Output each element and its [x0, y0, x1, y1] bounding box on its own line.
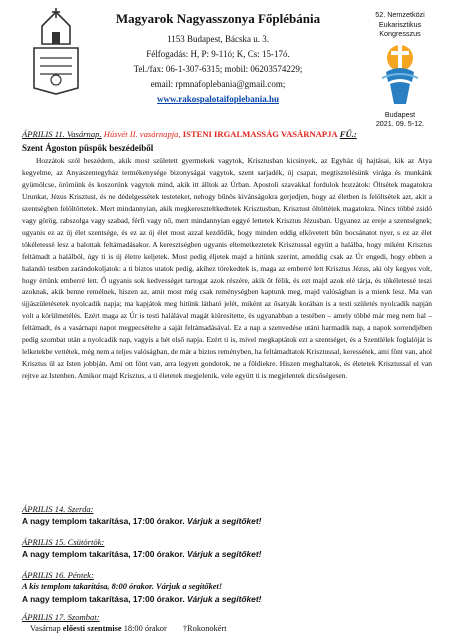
mercy-sunday: ISTENI IRGALMASSÁG VASÁRNAPJA: [182, 129, 338, 139]
website-link[interactable]: www.rakospalotaifoplebania.hu: [156, 94, 280, 104]
sunday-name: Húsvét II. vasárnapja,: [103, 129, 181, 139]
saturday-mass: Vasárnap előesti szentmise 18:00 órakor †Rokonokért: [30, 624, 227, 633]
day-heading-wednesday: ÁPRILIS 14. Szerda:: [22, 504, 94, 514]
parish-header: [92, 10, 344, 107]
congress-dates: 2021. 09. 5-12.: [375, 119, 425, 128]
phone-numbers: Tel./fax: 06-1-307-6315; mobil: 06203574229;: [133, 64, 303, 74]
event-thursday: A nagy templom takarítása, 17:00 órakor. Várjuk a segítőket!: [22, 549, 262, 559]
sunday-date: ÁPRILIS 11. Vasárnap.: [22, 129, 102, 139]
sunday-heading: [22, 129, 357, 139]
congress-line-1: 52. Nemzetközi: [375, 10, 425, 19]
parish-address: 1153 Budapest, Bácska u. 3.: [167, 34, 269, 44]
congress-emblem-icon: [372, 42, 428, 108]
parish-logo-icon: [30, 8, 82, 96]
event-friday-small-church: A kis templom takarítása, 8:00 órakor. Várjuk a segítőket!: [22, 582, 223, 591]
office-hours: Félfogadás: H, P: 9-11ó; K, Cs: 15-17ó.: [146, 49, 290, 59]
event-wednesday: A nagy templom takarítása, 17:00 órakor. Várjuk a segítőket!: [22, 516, 262, 526]
congress-box: [354, 10, 446, 129]
day-heading-thursday: ÁPRILIS 15. Csütörtök:: [22, 537, 105, 547]
day-heading-saturday: ÁPRILIS 17. Szombat:: [22, 612, 100, 622]
parish-title: Magyarok Nagyasszonya Főplébánia: [115, 11, 321, 26]
event-friday-large-church: A nagy templom takarítása, 17:00 órakor. Várjuk a segítőket!: [22, 594, 262, 604]
email-address[interactable]: email: rpmnafoplebania@gmail.com;: [150, 79, 286, 89]
reading-text: Hozzátok szól beszédem, akik most született gyermekek vagytok, Krisztusban kicsinyek, az Egyház új hajtásai, kik az Atya kegyelme, az Anyaszentegyház termékenysége bizonyságai vagytok, szent sarjadék, új csapat, megtisztelésünk virága és munkánk gyümölcse, örömünk és koszorúnk vagytok mind, akik itt álltok az Úrban. Apostoli szavakkal fordulok hozzátok: Öltsétek magatokra Urunkat, Jézus Krisztust, és ne dédelgessétek testeteket, nehogy bűnös kívánságokra gerjedjen, hogy az életben is felöltsétek azt, akit a szentségben felöltöttetek. Mert mindannyian, akik megkereszteltkedtetek Krisztusban, Krisztust öltöttétek magatokra. Nincs többé zsidó vagy görög, rabszolga vagy szabad, férfi vagy nő, mert mindannyian eggyé lettetek Krisztus Jézusban. Ugyanez az ereje a szentségnek; ugyanis ez az új élet szentsége, és ez az új élet most azzal kezdődik, hogy minden eddig elkövetett bűn bocsánatot nyer, s ez az élet tökéletessé lesz a halottak feltámadásakor. A keresztségben ugyanis eltemetkeztetek Krisztussal együtt a halálba, hogy miként Krisztus feltámadt a halálból, úgy ti is új életre keljetek. Most pedig éljetek majd a hitünk szerint, ameddig csak az Úr engedi, hogy ebben a halandó testben zarándokoljatok: a ti biztos utatok pedig, akihez törekedtek is, maga az emberré lett Krisztus Jézus, aki oly kegyes volt, hogy értünk emberré lett. Ő ugyanis sok kedvességet tartogat azok részére, akik őt félik, és ezt majd azok elé tárja, és tökéletessé teszi azoknak, akik benne remélnek, hiszen az, amit most még csak reménységben kaptunk meg, majd valóságban is a mienk lesz. Ma van újjászületésetek nyolcadik napja; ma kapjátok meg hitünk látható jelét, miként az ősatyák korában is a testi születés nyolcadik napján volt a körülmetélés. Ezért maga az Úr is testi halálával magát kiüresítette, és ugyanabban a testében – amely többé már meg nem hal – feltámadt, és a vasárnapi napot megpecsételte a saját feltámadásával. Ez a nap a szenvedése utáni harmadik nap, a napok sorrendjében pedig szombat után a nyolcadik nap, vagyis a hét első napja. Ezért ti is, mivel megkaptátok ezt a szentséget, és a Szentlélek foglalóját is lelketekbe vettétek, még nem a teljes valóságban, de már a biztos reményben, ha feltámadtatok Krisztussal, keressétek, ami fönt van, ahol Krisztus ül az Isten jobbján. Ami ott fönt van, arra legyen gondotok, ne a földiekre. Hiszen meghaltatok, és életetek Krisztussal el van rejtve az Istenben. Amikor majd Krisztus, a ti életetek megjelenik, vele együtt ti is megjelentek dicsőségesen.: [22, 156, 432, 381]
congress-city: Budapest: [384, 109, 416, 119]
reading-title: Szent Ágoston püspök beszédeiből: [22, 143, 154, 153]
mass-location: FŰ.:: [339, 129, 357, 139]
congress-line-2: Eukarisztikus: [378, 19, 422, 29]
day-heading-friday: ÁPRILIS 16. Péntek:: [22, 570, 94, 580]
congress-line-3: Kongresszus: [379, 29, 421, 38]
